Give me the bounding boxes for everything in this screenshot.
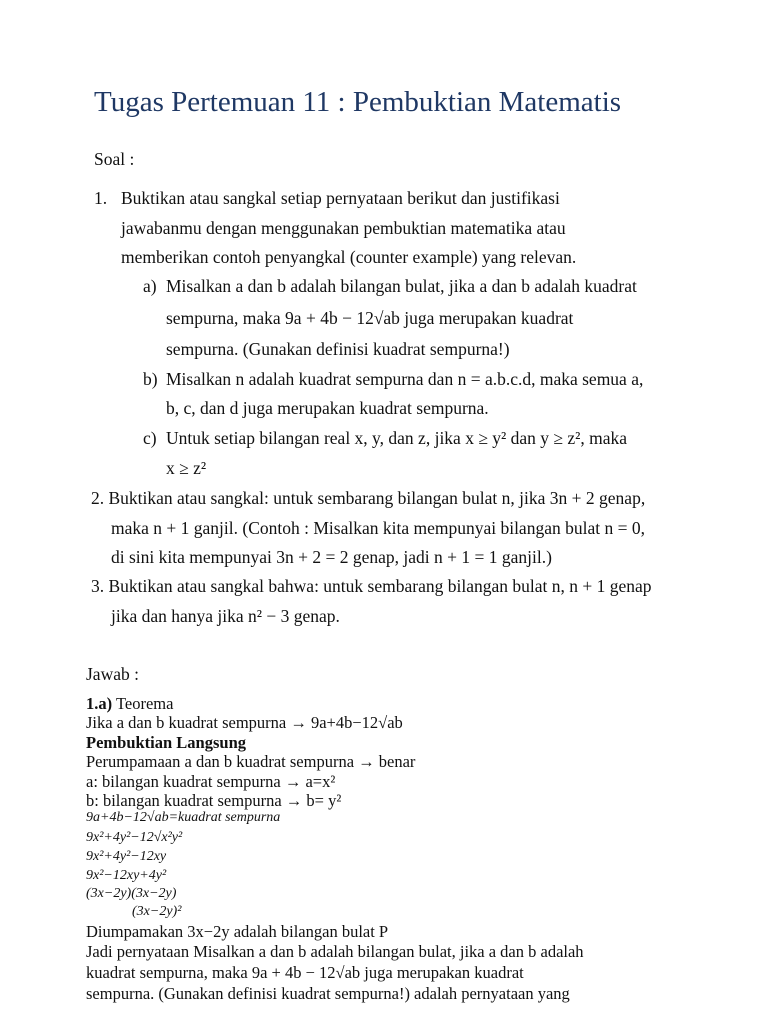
- q2-line-1: 2. Buktikan atau sangkal: untuk sembarang bilangan bulat n, jika 3n + 2 genap,: [91, 488, 646, 508]
- q1a-line-3: sempurna. (Gunakan definisi kuadrat sempurna!): [166, 339, 510, 359]
- answer-heading-number: 1.a): [86, 694, 113, 713]
- answer-equation-3: 9x²+4y²−12xy: [86, 849, 167, 864]
- soal-label: Soal :: [94, 149, 135, 169]
- q3-line-1: 3. Buktikan atau sangkal bahwa: untuk sembarang bilangan bulat n, n + 1 genap: [91, 576, 652, 596]
- conclusion-line-1: Jadi pernyataan Misalkan a dan b adalah bilangan bulat, jika a dan b adalah: [86, 942, 584, 961]
- q1-line-2: jawabanmu dengan menggunakan pembuktian matematika atau: [121, 218, 566, 238]
- q3-line-2: jika dan hanya jika n² − 3 genap.: [111, 606, 340, 626]
- q1-line-1: Buktikan atau sangkal setiap pernyataan berikut dan justifikasi: [121, 188, 560, 208]
- answer-heading: [86, 694, 173, 714]
- q1b-line-2: b, c, dan d juga merupakan kuadrat sempurna.: [166, 398, 489, 418]
- answer-conclusion-paragraph: [86, 942, 655, 1025]
- q1c-label: c): [143, 428, 157, 448]
- q1-number: 1.: [94, 188, 108, 208]
- answer-heading-text: Teorema: [112, 694, 174, 713]
- answer-line-3: Perumpamaan a dan b kuadrat sempurna → benar: [86, 752, 416, 771]
- answer-line-5: b: bilangan kuadrat sempurna → b= y²: [86, 791, 342, 810]
- page-title: Tugas Pertemuan 11 : Pembuktian Matematis: [94, 86, 622, 118]
- q2-line-2: maka n + 1 ganjil. (Contoh : Misalkan kita mempunyai bilangan bulat n = 0,: [111, 518, 645, 538]
- q2-line-3: di sini kita mempunyai 3n + 2 = 2 genap, jadi n + 1 = 1 ganjil.): [111, 547, 552, 567]
- answer-equation-1: 9a+4b−12√ab=kuadrat sempurna: [86, 810, 281, 825]
- answer-method-heading: Pembuktian Langsung: [86, 733, 247, 752]
- q1a-line-1: Misalkan a dan b adalah bilangan bulat, jika a dan b adalah kuadrat: [166, 276, 637, 296]
- answer-line-12: Diumpamakan 3x−2y adalah bilangan bulat P: [86, 922, 389, 941]
- answer-equation-6: (3x−2y)²: [132, 904, 182, 919]
- q1a-line-2: sempurna, maka 9a + 4b − 12√ab juga merupakan kuadrat: [166, 308, 574, 328]
- q1c-line-1: Untuk setiap bilangan real x, y, dan z, jika x ≥ y² dan y ≥ z², maka: [166, 428, 628, 448]
- answer-equation-5: (3x−2y)(3x−2y): [86, 886, 177, 901]
- answer-line-1: Jika a dan b kuadrat sempurna → 9a+4b−12√ab: [86, 713, 403, 732]
- q1a-label: a): [143, 276, 157, 296]
- q1b-label: b): [143, 369, 158, 389]
- q1-line-3: memberikan contoh penyangkal (counter example) yang relevan.: [121, 247, 577, 267]
- answer-equation-4: 9x²−12xy+4y²: [86, 868, 167, 883]
- q1b-line-1: Misalkan n adalah kuadrat sempurna dan n = a.b.c.d, maka semua a,: [166, 369, 644, 389]
- answer-line-4: a: bilangan kuadrat sempurna → a=x²: [86, 772, 336, 791]
- answer-equation-2: 9x²+4y²−12√x²y²: [86, 830, 183, 845]
- jawab-label: Jawab :: [86, 664, 139, 684]
- conclusion-line-3: sempurna. (Gunakan definisi kuadrat sempurna!) adalah pernyataan yang: [86, 984, 570, 1003]
- q1c-line-2: x ≥ z²: [166, 458, 207, 478]
- conclusion-line-2: kuadrat sempurna, maka 9a + 4b − 12√ab juga merupakan kuadrat: [86, 963, 524, 982]
